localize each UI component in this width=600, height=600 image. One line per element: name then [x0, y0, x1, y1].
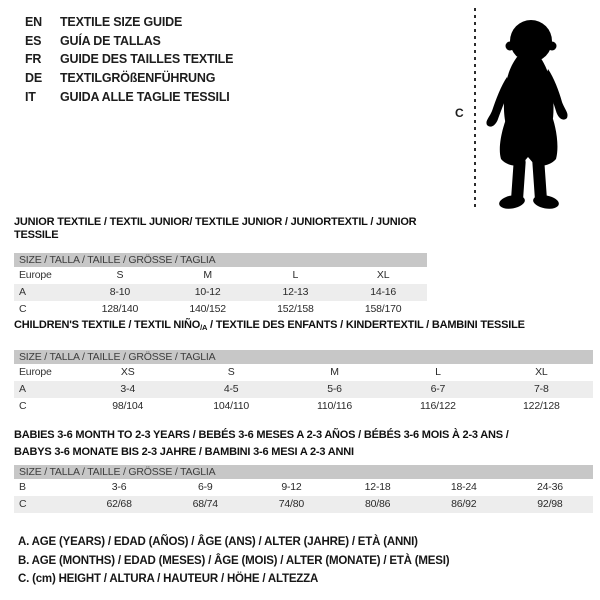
value-cell: 24-36: [537, 481, 563, 493]
value-cell: 18-24: [450, 481, 477, 493]
value-cell: 104/110: [213, 400, 249, 412]
footnote: A. AGE (YEARS) / EDAD (AÑOS) / ÂGE (ANS) / ALTER (JAHRE) / ETÀ (ANNI): [18, 536, 418, 548]
language-row: [25, 32, 233, 51]
value-cell: 10-12: [194, 286, 221, 298]
table-title: [14, 319, 593, 334]
value-cell: 116/122: [420, 400, 456, 412]
value-cell: 14-16: [370, 286, 397, 298]
language-title: TEXTILGRÖßENFÜHRUNG: [60, 71, 216, 86]
language-row: [25, 13, 233, 32]
row-label-cell: C: [19, 303, 27, 315]
language-code: FR: [25, 52, 42, 67]
value-cell: 9-12: [281, 481, 302, 493]
language-code: ES: [25, 33, 42, 48]
language-code: IT: [25, 89, 36, 104]
row-label-cell: A: [19, 383, 26, 395]
row-label-cell: Europe: [19, 366, 52, 378]
height-measure-line: [474, 8, 476, 210]
value-cell: 98/104: [112, 400, 144, 412]
language-row: [25, 50, 233, 69]
footnote: B. AGE (MONTHS) / EDAD (MESES) / ÂGE (MOIS) / ALTER (MONATE) / ETÀ (MESI): [18, 554, 450, 567]
value-cell: 86/92: [451, 498, 477, 510]
language-title: GUIDE DES TAILLES TEXTILE: [60, 52, 234, 67]
table-title: [14, 427, 593, 460]
value-cell: 6-7: [430, 383, 446, 395]
value-cell: 80/86: [364, 498, 391, 510]
value-cell: 3-6: [111, 481, 127, 493]
size-header-bar: SIZE / TALLA / TAILLE / GRÖSSE / TAGLIA: [14, 350, 593, 364]
value-cell: 3-4: [120, 383, 135, 395]
value-cell: 8-10: [109, 286, 130, 298]
row-label-cell: A: [19, 286, 26, 298]
size-cell: M: [330, 366, 339, 378]
table-header-row: [14, 267, 427, 284]
value-cell: 92/98: [537, 498, 563, 510]
footnote: C. (cm) HEIGHT / ALTURA / HAUTEUR / HÖHE / ALTEZZA: [18, 573, 319, 585]
size-cell: M: [203, 269, 212, 281]
table-title-subscript: /A: [200, 323, 208, 332]
table-title-line: BABIES 3-6 MONTH TO 2-3 YEARS / BEBÉS 3-6 MESES A 2-3 AÑOS / BÉBÉS 3-6 MOIS À 2-3 ANS /: [14, 429, 509, 441]
table-row: [14, 496, 593, 513]
size-cell: XL: [535, 366, 548, 378]
language-title: TEXTILE SIZE GUIDE: [60, 15, 183, 29]
size-cell: XS: [120, 366, 135, 378]
table-title: JUNIOR TEXTILE / TEXTIL JUNIOR/ TEXTILE JUNIOR / JUNIORTEXTIL / JUNIOR TESSILE: [14, 216, 417, 241]
babies-textile-section: [14, 427, 593, 513]
row-label-cell: Europe: [19, 269, 52, 281]
size-cell: S: [116, 269, 124, 281]
value-cell: 110/116: [317, 400, 353, 412]
table-row: [14, 479, 593, 496]
language-title-list: [25, 13, 233, 107]
value-cell: 5-6: [327, 383, 342, 395]
table-title-part: CHILDREN'S TEXTILE / TEXTIL NIÑO: [14, 319, 201, 331]
value-cell: 12-18: [364, 481, 391, 493]
table-title-line: BABYS 3-6 MONATE BIS 2-3 JAHRE / BAMBINI 3-6 MESI A 2-3 ANNI: [14, 445, 354, 458]
value-cell: 7-8: [534, 383, 549, 395]
table-title-part: / TEXTILE DES ENFANTS / KINDERTEXTIL / BAMBINI TESSILE: [207, 319, 525, 331]
junior-textile-section: [14, 216, 427, 318]
baby-silhouette: [481, 9, 576, 209]
size-header-bar: SIZE / TALLA / TAILLE / GRÖSSE / TAGLIA: [14, 465, 593, 479]
value-cell: 12-13: [282, 286, 309, 298]
value-cell: 158/170: [364, 303, 402, 315]
height-measure-label: C: [455, 106, 464, 120]
table-row: [14, 398, 593, 415]
value-cell: 128/140: [101, 303, 139, 315]
table-row: [14, 284, 427, 301]
value-cell: 6-9: [197, 481, 213, 493]
value-cell: 74/80: [278, 498, 305, 510]
value-cell: 4-5: [223, 383, 239, 395]
table-row: [14, 381, 593, 398]
value-cell: 122/128: [523, 400, 560, 412]
language-row: [25, 88, 233, 107]
value-cell: 152/158: [277, 303, 314, 315]
row-label-cell: C: [19, 498, 27, 510]
language-row: [25, 69, 233, 88]
size-cell: L: [435, 366, 441, 378]
value-cell: 140/152: [189, 303, 226, 315]
row-label-cell: B: [19, 481, 26, 493]
footnote-list: [18, 533, 449, 589]
language-title: GUÍA DE TALLAS: [60, 33, 161, 48]
value-cell: 62/68: [106, 498, 132, 510]
size-cell: XL: [376, 269, 390, 281]
childrens-textile-section: [14, 319, 593, 415]
table-header-row: [14, 364, 593, 381]
value-cell: 68/74: [192, 498, 218, 510]
size-cell: S: [227, 366, 235, 378]
table-row: [14, 301, 427, 318]
language-title: GUIDA ALLE TAGLIE TESSILI: [60, 89, 230, 104]
size-header-bar: SIZE / TALLA / TAILLE / GRÖSSE / TAGLIA: [14, 253, 427, 267]
row-label-cell: C: [19, 400, 27, 412]
language-code: DE: [25, 71, 42, 86]
size-cell: L: [292, 269, 299, 281]
language-code: EN: [25, 15, 42, 29]
